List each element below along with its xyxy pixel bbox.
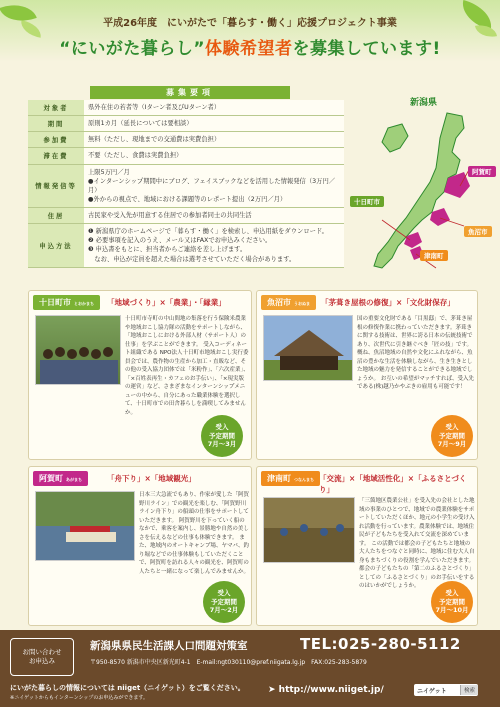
section-theme: 「舟下り」×「地域観光」	[107, 474, 196, 483]
recruit-key: 申込方法	[28, 224, 84, 268]
section-text: 十日町市寺町の中山間地の集落を行う保険米農業や地域おこし協力隊の活動をサポートしながら、「地域おこしにおける外部人材（サポート人）の仕事」を学ぶことができます。 受入コーディネート組織である NPO法人十日町市地域おこし実行委員会では、農作物の生産から加工・直販など、その他の受入協力団体では「米粉作」、「六次産業」、「×百姓表再生・カフェのお手伝い」、「×現実版の運営」など、さまざまなインターンシップメニューの中から、自分にあった職業体験を選択して、十日町市での田舎暮らしを満喫してみませんか。	[125, 316, 249, 416]
niiget-line: にいがた暮らしの情報については niiget（ニイゲット）をご覧ください。	[10, 684, 245, 692]
period-badge: 受入 予定期間 7月～9月	[431, 415, 473, 457]
recruit-row	[28, 208, 344, 224]
section-text: 国の重要文化財である「目黒邸」で、茅葺き屋根の修復作業に携わっていただきます。茅葺きに関する技術は、世界に誇る日本の伝統技術であり、次世代に引き継ぐべき「匠の技」です。 概ね、魚沼地域の自然や文化にふれながら、魚沼の豊かな生活を体験しながら、生き生きとした地域の魅力を発信することができる地域でしょうか。 お互いの希望がマッチすれば、受入先である(株)越乃かやぶきの雇用も可能です！	[357, 316, 475, 391]
recruit-key: 期間	[28, 116, 84, 132]
recruit-row	[28, 132, 344, 148]
photo-farm-work	[263, 497, 355, 563]
map-tag-tsunan: 津南町	[420, 250, 448, 261]
recruit-row	[28, 164, 344, 208]
recruit-key: 住居	[28, 208, 84, 224]
search-label: ニイゲット	[417, 687, 447, 695]
section-text: 日本三大急流でもあり、作家が愛した「阿賀野川ライン」での観光を楽しむ、「阿賀野川ライン舟下り」の船頭の仕事をサポートしていただきます。 阿賀野川を下っていく船のなかで、乗客を案内し、景勝地や自然の美しさを伝えるなどの仕事も体験できます。 また、地域内のオートキャンプ場、ヤマバ、釣り堀などでの仕事体験もしていただくことで、阿賀町を訪れる人々の観光を、阿賀町の人たちと一緒になって楽しんでみませんか。	[139, 492, 249, 575]
tel-number[interactable]: TEL:025-280-5112	[300, 635, 461, 653]
map-tag-uonuma: 魚沼市	[464, 226, 492, 237]
search-button[interactable]: 検索	[460, 685, 478, 695]
title-rest: を募集しています!	[292, 39, 441, 59]
section-name: 十日町市 とおかまち	[33, 295, 100, 310]
section-uonuma	[256, 290, 478, 460]
section-name: 津南町 つなんまち	[261, 471, 320, 486]
section-theme: 「地域づくり」×「農業」・「縁業」	[107, 298, 226, 307]
recruit-row	[28, 100, 344, 116]
map-region-label: 新潟県	[410, 98, 438, 108]
recruit-heading: 募集要項	[90, 86, 290, 99]
recruit-key: 対象者	[28, 100, 84, 116]
recruit-value: 上限5万円／月 ●インターンシップ期間中にブログ、フェイスブックなどを活用した情報発信（3万円／月） ●外からの視点で、地域における課題等のレポート提出（2万円／月）	[84, 164, 344, 208]
niiget-note: ※ニイゲットからもインターンシップのお申込みができます。	[10, 695, 148, 701]
org-name: 新潟県県民生活課人口問題対策室	[90, 640, 248, 652]
section-theme: 「交流」×「地域活性化」×「ふるさとづくり」	[319, 474, 467, 494]
period-badge: 受入 予定期間 7月～2月	[203, 581, 245, 623]
photo-thatched-house	[263, 315, 353, 381]
search-box[interactable]	[414, 684, 478, 696]
page-subtitle: 平成26年度 にいがたで「暮らす・働く」応援プロジェクト事業	[103, 18, 397, 29]
address-line: 〒950-8570 新潟市中央区新光町4-1 E-mail:ngt030110@pref.niigata.lg.jp FAX:025-283-5879	[90, 659, 367, 666]
section-agamachi	[28, 466, 252, 626]
section-tokamachi	[28, 290, 252, 460]
recruit-value: 無料（ただし、現地までの交通費は実費負担）	[84, 132, 344, 148]
niiget-url-link[interactable]: ➤ http://www.niiget.jp/	[268, 685, 384, 695]
period-badge: 受入 予定期間 7月～3月	[201, 415, 243, 457]
recruit-key: 滞在費	[28, 148, 84, 164]
period-badge: 受入 予定期間 7月～10月	[431, 581, 473, 623]
recruit-value: 古民家や受入先が用意する住居での参加者同士の共同生活	[84, 208, 344, 224]
recruit-value: ❶ 新潟県庁のホームページで「暮らす・働く」を検索し、申込用紙をダウンロード。 ❷ 必要事項を記入のうえ、メール又はFAXでお申込みください。 ❸ 申込書をもとに、担当者からご連絡を差し上げます。 なお、申込が定員を超えた場合は選考させていただく場合があります。	[84, 224, 344, 268]
photo-group	[35, 315, 121, 385]
recruit-row	[28, 224, 344, 268]
footer	[0, 630, 500, 707]
map-tag-agamachi: 阿賀町	[468, 166, 496, 177]
contact-button[interactable]: お問い合わせ お申込み	[10, 638, 74, 676]
recruit-value: 県外在住の若者等（Iターン者及びUターン者）	[84, 100, 344, 116]
recruit-key: 参加費	[28, 132, 84, 148]
map-uonuma	[430, 208, 450, 226]
section-tsunan	[256, 466, 478, 626]
photo-river-boat	[35, 491, 135, 561]
section-theme: 「茅葺き屋根の修復」×「文化財保存」	[321, 298, 455, 307]
recruit-table	[28, 100, 344, 268]
recruit-key: 情報発信等	[28, 164, 84, 208]
section-name: 魚沼市 うおぬま	[261, 295, 316, 310]
map-sado	[382, 124, 408, 152]
map-tag-tokamachi: 十日町市	[350, 196, 384, 207]
section-name: 阿賀町 あがまち	[33, 471, 88, 486]
recruit-row	[28, 148, 344, 164]
page-title	[0, 34, 500, 59]
title-quote: “にいがた暮らし”	[59, 39, 206, 59]
recruit-row	[28, 116, 344, 132]
recruit-value: 不要（ただし、食費は実費負担）	[84, 148, 344, 164]
section-text: 「三箇地区農業公社」を受入先の会社とした地域の事業のひとつで、地域での農業体験をサポートしていただくほか、地元の小学生の受け入れ活動を行っています。農業体験では、地域住民が子どもたちを受入れて交流を深めています。 この活動では都会の子どもたちと地域の大人たちをつなぐと同時に、地域に住む大人自身もまちづくりの役割を学んでいただきます。都会の子どもたちの「第二のふるさとづくり」としての「ふるさとづくり」のお手伝いをするのはいかがでしょうか。	[359, 498, 475, 590]
recruit-value: 原則1カ月（延長については要相談）	[84, 116, 344, 132]
title-accent: 体験希望者	[205, 39, 293, 59]
